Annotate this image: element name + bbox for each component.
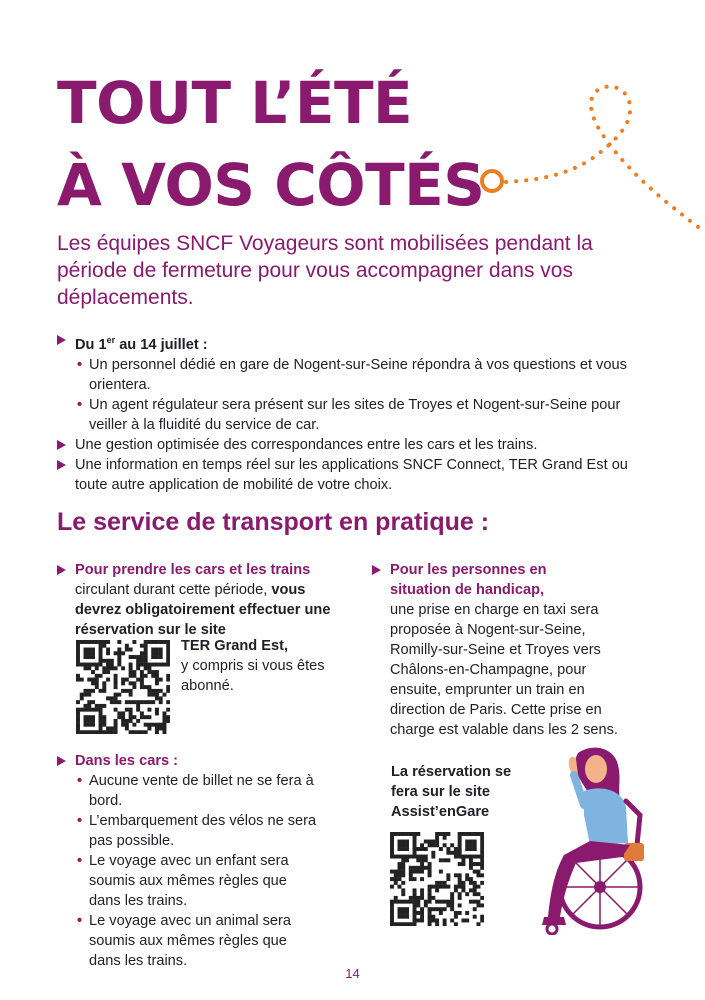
title-line-1: TOUT L’ÉTÉ — [57, 69, 413, 137]
triangle-bullet-icon — [57, 335, 66, 345]
schedule-sub-item: • Un personnel dédié en gare de Nogent-sur-Seine répondra à vos questions et vous orientera. — [77, 356, 627, 393]
triangle-bullet-icon — [57, 440, 66, 450]
page-title — [57, 62, 485, 226]
cars-item — [57, 751, 317, 971]
schedule-item: Une information en temps réel sur les applications SNCF Connect, TER Grand Est ou toute autre application de mobilité de votre choix. — [57, 455, 647, 495]
schedule-item: Une gestion optimisée des correspondances entre les cars et les trains. — [57, 435, 647, 455]
ring-icon — [482, 171, 502, 191]
title-line-2: À VOS CÔTÉS — [57, 151, 485, 219]
cars-sub-item: • L’embarquement des vélos ne sera pas possible. — [77, 813, 317, 849]
dot-bullet-icon: • — [77, 396, 83, 413]
dotted-trail-decoration — [470, 80, 705, 240]
qr-code-icon[interactable] — [390, 832, 484, 926]
dot-bullet-icon: • — [77, 913, 83, 929]
cars-sub-item: • Le voyage avec un animal sera soumis aux mêmes règles que dans les trains. — [77, 913, 292, 969]
schedule-item-dates — [57, 330, 647, 435]
assist-booking-note: La réservation se fera sur le site Assist’enGare — [391, 764, 512, 820]
triangle-bullet-icon — [57, 565, 66, 575]
qr-code-icon[interactable] — [76, 640, 170, 734]
dot-bullet-icon: • — [77, 813, 83, 829]
triangle-bullet-icon — [57, 756, 66, 766]
schedule-sub-item: • Un agent régulateur sera présent sur les sites de Troyes et Nogent-sur-Seine pour veiller à la fluidité du service de car. — [77, 396, 621, 433]
cars-block — [57, 751, 317, 971]
reservation-block — [57, 560, 342, 640]
dot-bullet-icon: • — [77, 773, 83, 789]
dot-bullet-icon: • — [77, 853, 83, 869]
cars-sub-item: • Aucune vente de billet ne se fera à bord. — [77, 773, 314, 809]
cars-heading: Dans les cars : — [75, 753, 179, 769]
triangle-bullet-icon — [372, 565, 381, 575]
cars-sub-item: • Le voyage avec un enfant sera soumis aux mêmes règles que dans les trains. — [77, 853, 289, 909]
handicap-heading: Pour les personnes en situation de handicap, — [390, 562, 547, 598]
wheelchair-person-illustration — [530, 745, 655, 935]
schedule-dates-label: Du 1er au 14 juillet : — [75, 335, 208, 353]
handicap-block — [372, 560, 637, 740]
dot-bullet-icon: • — [77, 356, 83, 373]
triangle-bullet-icon — [57, 460, 66, 470]
practice-heading: Le service de transport en pratique : — [57, 508, 490, 536]
reservation-item: Pour prendre les cars et les trains circulant durant cette période, vous devrez obligatoirement effectuer une réservation sur le site — [57, 560, 342, 640]
page-number: 14 — [345, 966, 360, 981]
intro-paragraph: Les équipes SNCF Voyageurs sont mobilisées pendant la période de fermeture pour vous accompagner dans vos déplacements. — [57, 232, 593, 309]
reservation-heading: Pour prendre les cars et les trains — [75, 562, 311, 578]
handicap-item — [372, 560, 637, 740]
handicap-text: une prise en charge en taxi sera proposée à Nogent-sur-Seine, Romilly-sur-Seine et Troyes vers Châlons-en-Champagne, pour ensuite, emprunter un train en direction de Paris. Cette prise en charge est valable dans les 2 sens. — [390, 602, 618, 738]
reservation-continued: TER Grand Est, y compris si vous êtes abonné. — [181, 638, 325, 694]
schedule-list — [57, 330, 647, 495]
